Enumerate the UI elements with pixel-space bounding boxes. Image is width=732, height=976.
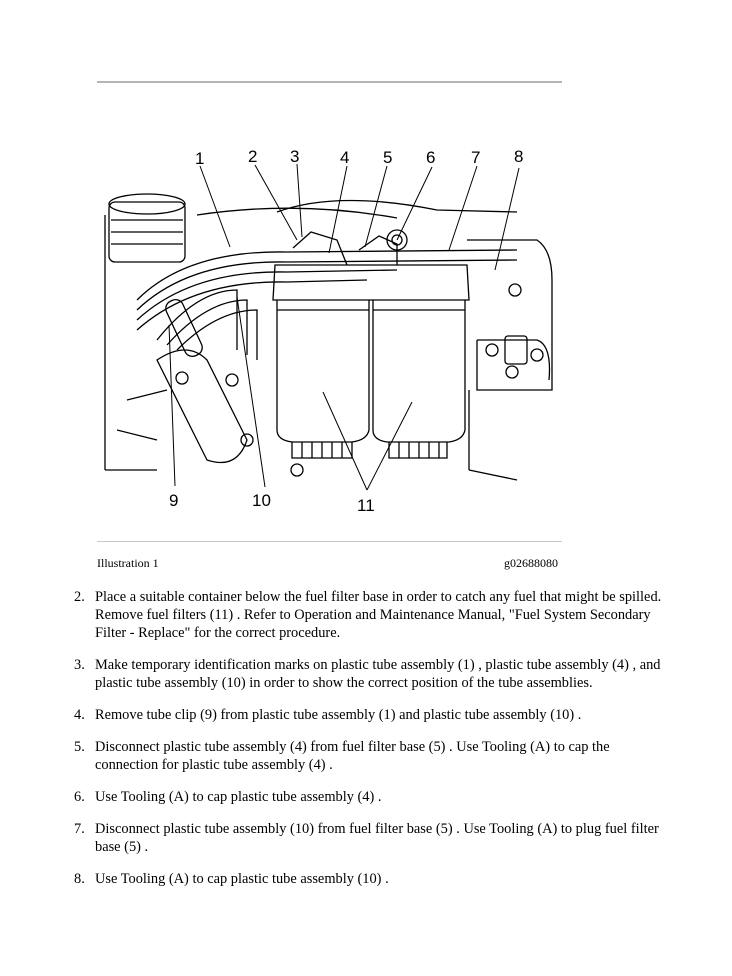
step-text: Place a suitable container below the fuel filter base in order to catch any fuel that might be spilled. Remove fuel filters (11) . Refer to Operation and Maintenance Manual, "Fuel System Secondary Filter - Replace" for the correct procedure. xyxy=(95,589,662,641)
step-3 xyxy=(74,656,674,692)
step-text: Make temporary identification marks on plastic tube assembly (1) , plastic tube assembly (4) , and plastic tube assembly (10) in order to show the correct position of the tube assemblies. xyxy=(95,657,661,691)
callout-1: 1 xyxy=(195,149,205,168)
callout-10: 10 xyxy=(252,491,271,510)
step-number: 5. xyxy=(74,739,85,755)
callout-2: 2 xyxy=(248,147,258,166)
step-4 xyxy=(74,706,674,724)
step-text: Use Tooling (A) to cap plastic tube assembly (10) . xyxy=(95,871,389,887)
step-6 xyxy=(74,788,674,806)
step-number: 7. xyxy=(74,821,85,837)
graphic-id: g02688080 xyxy=(504,556,558,570)
callout-8: 8 xyxy=(514,147,524,166)
step-8 xyxy=(74,870,674,888)
step-number: 8. xyxy=(74,871,85,887)
step-number: 3. xyxy=(74,657,85,673)
step-5 xyxy=(74,738,674,774)
callout-9: 9 xyxy=(169,491,179,510)
step-number: 6. xyxy=(74,789,85,805)
fuel-filter-assembly-illustration xyxy=(97,140,562,525)
callout-4: 4 xyxy=(340,148,350,167)
callout-6: 6 xyxy=(426,148,436,167)
step-number: 2. xyxy=(74,589,85,605)
top-divider xyxy=(97,81,562,83)
procedure-steps xyxy=(74,588,674,902)
step-number: 4. xyxy=(74,707,85,723)
callout-11: 11 xyxy=(357,496,375,515)
callout-5: 5 xyxy=(383,148,393,167)
step-text: Disconnect plastic tube assembly (10) from fuel filter base (5) . Use Tooling (A) to plug fuel filter base (5) . xyxy=(95,821,659,855)
step-text: Disconnect plastic tube assembly (4) from fuel filter base (5) . Use Tooling (A) to cap the connection for plastic tube assembly (4) . xyxy=(95,739,610,773)
step-text: Remove tube clip (9) from plastic tube assembly (1) and plastic tube assembly (10) . xyxy=(95,707,582,723)
callout-7: 7 xyxy=(471,148,481,167)
bottom-divider xyxy=(97,541,562,542)
step-text: Use Tooling (A) to cap plastic tube assembly (4) . xyxy=(95,789,382,805)
step-2 xyxy=(74,588,674,642)
fuel-filter-illustration xyxy=(97,140,562,525)
step-7 xyxy=(74,820,674,856)
illustration-caption: Illustration 1 xyxy=(97,556,159,570)
callout-3: 3 xyxy=(290,147,300,166)
